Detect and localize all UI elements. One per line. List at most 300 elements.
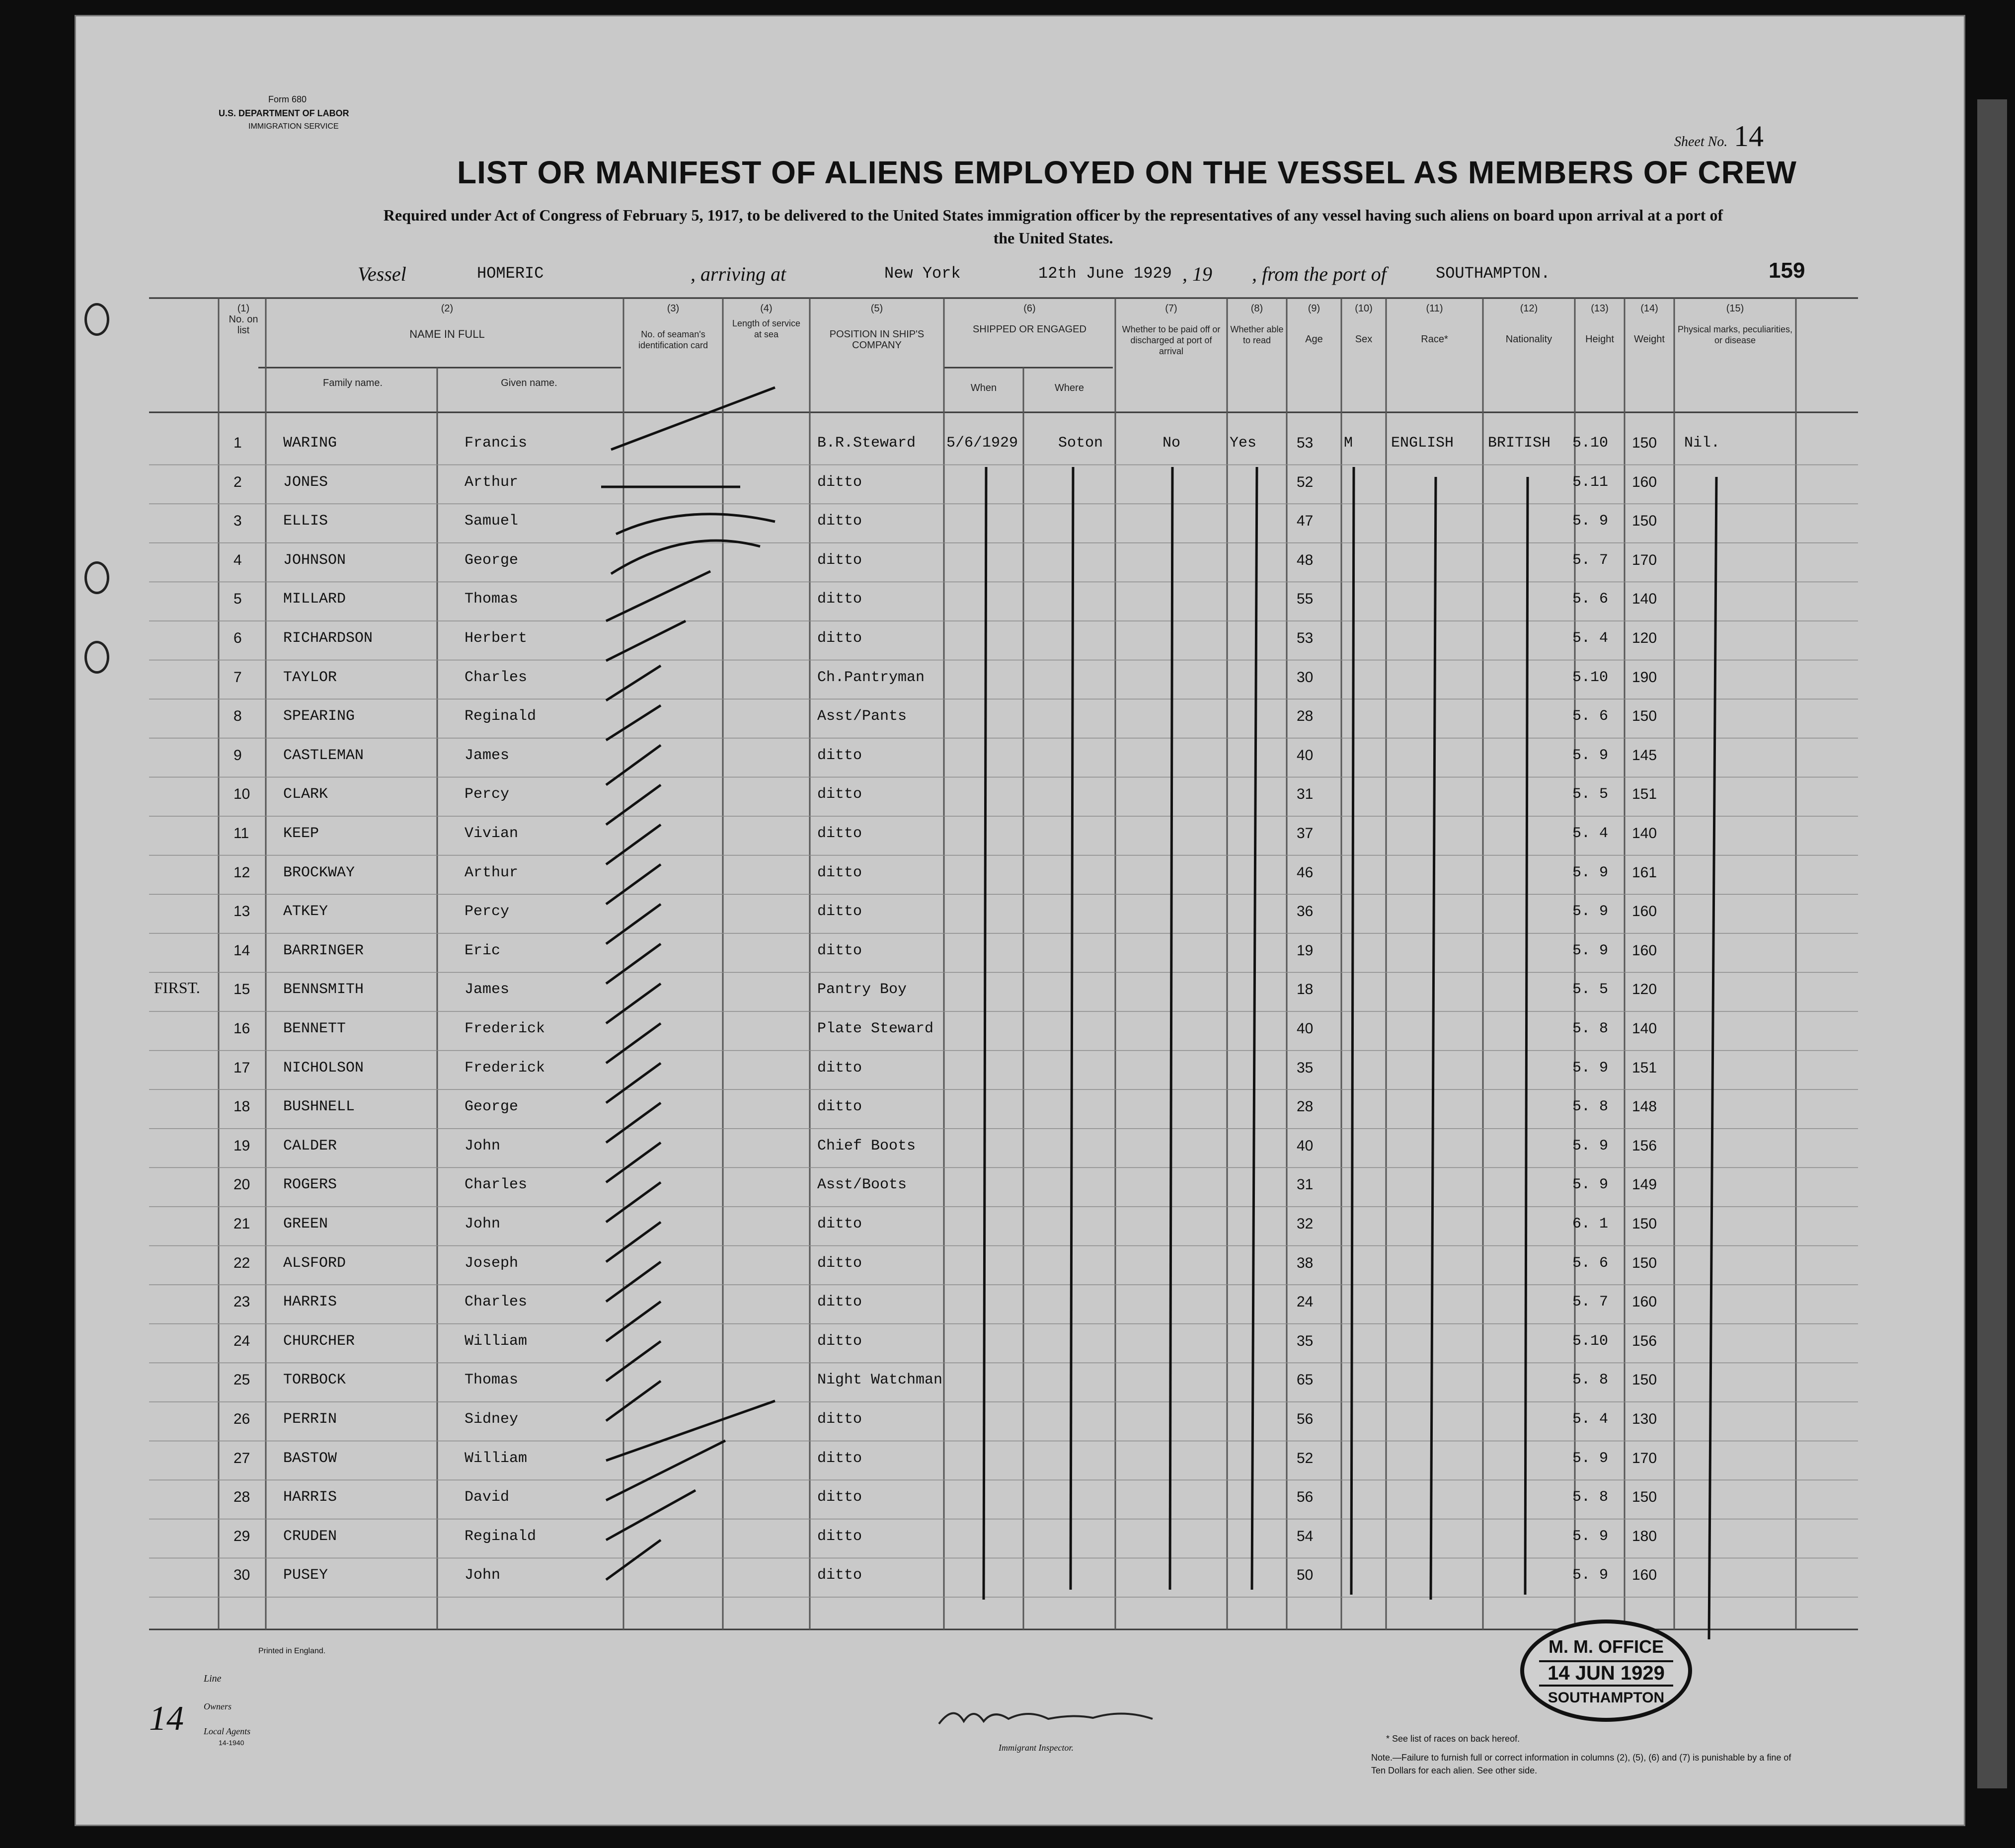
- cell-age: 40: [1297, 1020, 1314, 1037]
- cell-no: 8: [233, 708, 242, 725]
- cell-position: ditto: [817, 1098, 862, 1116]
- cell-height: 5. 6: [1572, 591, 1609, 608]
- col-15-number: (15): [1726, 303, 1744, 314]
- cell-position: ditto: [817, 551, 862, 569]
- race-note: * See list of races on back hereof.: [1386, 1734, 1520, 1744]
- table-row: [0, 1406, 2015, 1445]
- cell-family: PUSEY: [283, 1567, 328, 1584]
- cell-height: 5. 6: [1572, 1254, 1609, 1272]
- cell-height: 5. 9: [1572, 1137, 1609, 1155]
- table-row: [0, 625, 2015, 664]
- cell-age: 56: [1297, 1411, 1314, 1427]
- cell-given: Eric: [465, 942, 501, 959]
- cell-position: Chief Boots: [817, 1137, 916, 1155]
- cell-no: 5: [233, 591, 242, 608]
- cell-weight: 150: [1632, 1489, 1657, 1506]
- cell-no: 29: [233, 1528, 250, 1544]
- sheet-number: 14: [1734, 120, 1764, 153]
- cell-position: Asst/Boots: [817, 1176, 907, 1194]
- table-row: [0, 1171, 2015, 1210]
- cell-height: 5.11: [1572, 473, 1609, 491]
- cell-family: CLARK: [283, 786, 328, 803]
- cell-given: Thomas: [465, 1372, 519, 1389]
- cell-weight: 160: [1632, 1567, 1657, 1584]
- cell-height: 5.10: [1572, 435, 1609, 452]
- table-row: [0, 898, 2015, 937]
- col-3-header: [628, 303, 718, 351]
- col-4-label: Length of service at sea: [732, 318, 801, 339]
- cell-weight: 149: [1632, 1176, 1657, 1193]
- col-6-label: SHIPPED OR ENGAGED: [973, 324, 1086, 335]
- cell-no: 30: [233, 1567, 250, 1584]
- cell-position: ditto: [817, 513, 862, 530]
- col-9-number: (9): [1308, 303, 1320, 314]
- cell-given: Charles: [465, 669, 528, 686]
- cell-no: 22: [233, 1254, 250, 1271]
- cell-where: Soton: [1058, 435, 1103, 452]
- cell-no: 17: [233, 1059, 250, 1076]
- cell-height: 5. 8: [1572, 1098, 1609, 1116]
- cell-no: 16: [233, 1020, 250, 1037]
- cell-family: SPEARING: [283, 708, 355, 725]
- cell-no: 26: [233, 1411, 250, 1427]
- cell-family: MILLARD: [283, 591, 346, 608]
- cell-age: 32: [1297, 1216, 1314, 1232]
- cell-age: 54: [1297, 1528, 1314, 1544]
- cell-family: WARING: [283, 435, 337, 452]
- cell-height: 6. 1: [1572, 1216, 1609, 1232]
- cell-weight: 130: [1632, 1411, 1657, 1427]
- table-row: [0, 1211, 2015, 1249]
- office-stamp: [1520, 1619, 1692, 1722]
- cell-position: ditto: [817, 1567, 862, 1584]
- table-row: [0, 586, 2015, 624]
- cell-position: ditto: [817, 1411, 862, 1428]
- cell-family: JONES: [283, 473, 328, 491]
- cell-no: 21: [233, 1216, 250, 1232]
- from-port: SOUTHAMPTON.: [1436, 264, 1550, 283]
- cell-given: Charles: [465, 1294, 528, 1311]
- table-row: [0, 1562, 2015, 1601]
- table-row: [0, 1133, 2015, 1171]
- cell-weight: 160: [1632, 473, 1657, 490]
- cell-position: Ch.Pantryman: [817, 669, 925, 686]
- cell-weight: 160: [1632, 903, 1657, 920]
- col-2-number: (2): [441, 303, 454, 314]
- cell-position: Night Watchman: [817, 1372, 943, 1389]
- cell-given: James: [465, 981, 510, 999]
- cell-weight: 151: [1632, 786, 1657, 803]
- cell-family: KEEP: [283, 825, 319, 842]
- cell-weight: 148: [1632, 1098, 1657, 1115]
- cell-family: CHURCHER: [283, 1332, 355, 1350]
- cell-height: 5. 9: [1572, 1059, 1609, 1077]
- table-row: [0, 1445, 2015, 1484]
- col-4-header: [728, 303, 805, 340]
- cell-given: David: [465, 1489, 510, 1506]
- cell-height: 5. 9: [1572, 1450, 1609, 1467]
- family-name-header: Family name.: [322, 378, 383, 388]
- cell-position: ditto: [817, 591, 862, 608]
- cell-position: ditto: [817, 864, 862, 881]
- cell-no: 7: [233, 669, 242, 686]
- cell-family: HARRIS: [283, 1294, 337, 1311]
- table-row: [0, 937, 2015, 976]
- cell-position: ditto: [817, 942, 862, 959]
- col-11-number: (11): [1426, 303, 1443, 314]
- page-number: 159: [1769, 258, 1805, 283]
- inspector-label: Immigrant Inspector.: [999, 1743, 1074, 1753]
- from-label: , from the port of: [1252, 263, 1387, 285]
- cell-family: BARRINGER: [283, 942, 364, 959]
- cell-no: 10: [233, 786, 250, 803]
- cell-height: 5. 9: [1572, 1567, 1609, 1584]
- cell-age: 40: [1297, 1137, 1314, 1154]
- cell-given: Thomas: [465, 591, 519, 608]
- cell-height: 5. 7: [1572, 551, 1609, 569]
- table-row: [0, 1289, 2015, 1327]
- cell-age: 38: [1297, 1254, 1314, 1271]
- cell-position: ditto: [817, 1254, 862, 1272]
- cell-age: 31: [1297, 786, 1314, 803]
- table-row: [0, 1055, 2015, 1093]
- cell-given: John: [465, 1137, 501, 1155]
- cell-height: 5. 4: [1572, 630, 1609, 647]
- cell-height: 5. 9: [1572, 903, 1609, 921]
- cell-age: 56: [1297, 1489, 1314, 1506]
- cell-family: CASTLEMAN: [283, 747, 364, 764]
- cell-given: William: [465, 1450, 528, 1467]
- col-11-header: [1389, 303, 1480, 345]
- cell-no: 9: [233, 747, 242, 764]
- department: U.S. DEPARTMENT OF LABOR: [219, 108, 349, 118]
- cell-position: ditto: [817, 473, 862, 491]
- table-row: [0, 1015, 2015, 1054]
- form-number: Form 680: [268, 94, 307, 104]
- cell-age: 48: [1297, 551, 1314, 568]
- cell-position: ditto: [817, 1294, 862, 1311]
- stamp-line-1: M. M. OFFICE: [1549, 1636, 1664, 1657]
- cell-given: Arthur: [465, 864, 519, 881]
- cell-family: JOHNSON: [283, 551, 346, 569]
- cell-position: Asst/Pants: [817, 708, 907, 725]
- cell-position: ditto: [817, 825, 862, 842]
- cell-height: 5. 9: [1572, 942, 1609, 959]
- cell-read: Yes: [1230, 435, 1257, 452]
- cell-family: GREEN: [283, 1216, 328, 1232]
- col-12-header: [1485, 303, 1572, 345]
- col-1-label: No. on list: [229, 314, 258, 336]
- penalty-note: Note.—Failure to furnish full or correct information in columns (2), (5), (6) and (7) is punishable by a fine of Ten Dollars for each alien. See other side.: [1371, 1753, 1791, 1775]
- cell-height: 5. 8: [1572, 1020, 1609, 1037]
- cell-given: William: [465, 1332, 528, 1350]
- cell-no: 15: [233, 981, 250, 998]
- cell-no: 1: [233, 435, 242, 451]
- cell-family: BENNSMITH: [283, 981, 364, 999]
- cell-age: 18: [1297, 981, 1314, 998]
- arriving-label: , arriving at: [691, 263, 786, 285]
- table-row: [0, 469, 2015, 508]
- table-row: [0, 1093, 2015, 1132]
- cell-given: John: [465, 1216, 501, 1232]
- cell-given: Percy: [465, 786, 510, 803]
- cell-given: Sidney: [465, 1411, 519, 1428]
- col-5-number: (5): [870, 303, 883, 314]
- table-row: [0, 1328, 2015, 1367]
- cell-age: 40: [1297, 747, 1314, 764]
- cell-position: B.R.Steward: [817, 435, 916, 452]
- cell-age: 50: [1297, 1567, 1314, 1584]
- cell-when: 5/6/1929: [946, 435, 1018, 452]
- cell-given: Vivian: [465, 825, 519, 842]
- cell-family: TAYLOR: [283, 669, 337, 686]
- cell-weight: 151: [1632, 1059, 1657, 1076]
- cell-weight: 150: [1632, 1216, 1657, 1232]
- cell-age: 46: [1297, 864, 1314, 881]
- cell-age: 53: [1297, 630, 1314, 646]
- cell-position: ditto: [817, 1332, 862, 1350]
- local-agents-label: Local Agents: [204, 1726, 251, 1736]
- cell-age: 28: [1297, 708, 1314, 725]
- cell-position: ditto: [817, 1450, 862, 1467]
- cell-age: 37: [1297, 825, 1314, 842]
- cell-weight: 145: [1632, 747, 1657, 764]
- col-7-number: (7): [1165, 303, 1177, 314]
- cell-given: Joseph: [465, 1254, 519, 1272]
- stamp-date: 14 JUN 1929: [1539, 1660, 1673, 1687]
- cell-family: ELLIS: [283, 513, 328, 530]
- col-9-header: [1289, 303, 1339, 345]
- cell-height: 5. 9: [1572, 513, 1609, 530]
- vessel-label: Vessel: [358, 263, 406, 285]
- cell-given: John: [465, 1567, 501, 1584]
- where-header: Where: [1055, 383, 1084, 393]
- cell-no: 23: [233, 1294, 250, 1310]
- cell-weight: 140: [1632, 591, 1657, 608]
- cell-position: ditto: [817, 1528, 862, 1545]
- cell-weight: 160: [1632, 942, 1657, 959]
- line-label: Line: [204, 1673, 222, 1684]
- cell-no: 28: [233, 1489, 250, 1506]
- table-row: [0, 1484, 2015, 1523]
- cell-height: 5. 5: [1572, 981, 1609, 999]
- cell-weight: 140: [1632, 825, 1657, 842]
- col-1-number: (1): [237, 303, 250, 314]
- cell-weight: 156: [1632, 1137, 1657, 1154]
- cell-position: ditto: [817, 1059, 862, 1077]
- cell-family: ATKEY: [283, 903, 328, 921]
- cell-given: Frederick: [465, 1020, 545, 1037]
- cell-position: ditto: [817, 1216, 862, 1232]
- cell-height: 5. 4: [1572, 825, 1609, 842]
- cell-weight: 160: [1632, 1294, 1657, 1310]
- cell-marks: Nil.: [1684, 435, 1720, 452]
- col-13-label: Height: [1585, 334, 1614, 345]
- col-8-label: Whether able to read: [1230, 324, 1284, 345]
- cell-no: 25: [233, 1372, 250, 1388]
- cell-no: 6: [233, 630, 242, 646]
- cell-position: ditto: [817, 786, 862, 803]
- col-5-label: POSITION IN SHIP'S COMPANY: [829, 329, 925, 351]
- col-14-header: [1627, 303, 1672, 345]
- cell-weight: 156: [1632, 1332, 1657, 1349]
- cell-age: 35: [1297, 1332, 1314, 1349]
- cell-family: CRUDEN: [283, 1528, 337, 1545]
- table-row: [0, 547, 2015, 586]
- cell-age: 53: [1297, 435, 1314, 451]
- table-row: [0, 820, 2015, 859]
- col-6-header: [946, 303, 1113, 335]
- cell-no: 11: [233, 825, 249, 842]
- cell-age: 47: [1297, 513, 1314, 530]
- table-row: [0, 1367, 2015, 1405]
- table-row: [0, 742, 2015, 781]
- cell-weight: 170: [1632, 1450, 1657, 1466]
- arrival-date: 12th June 1929: [1038, 264, 1172, 283]
- inspector-signature: [934, 1699, 1182, 1734]
- cell-age: 30: [1297, 669, 1314, 686]
- cell-age: 65: [1297, 1372, 1314, 1388]
- col-4-number: (4): [760, 303, 773, 314]
- cell-family: BUSHNELL: [283, 1098, 355, 1116]
- arriving-port: New York: [884, 264, 961, 283]
- col-9-label: Age: [1305, 334, 1323, 345]
- cell-height: 5. 6: [1572, 708, 1609, 725]
- cell-no: 4: [233, 551, 242, 568]
- cell-given: Samuel: [465, 513, 519, 530]
- stamp-line-3: SOUTHAMPTON: [1548, 1690, 1665, 1706]
- cell-no: 13: [233, 903, 250, 920]
- table-row: [0, 859, 2015, 898]
- cell-no: 12: [233, 864, 250, 881]
- cell-weight: 140: [1632, 1020, 1657, 1037]
- table-row: [0, 703, 2015, 742]
- col-8-header: [1230, 303, 1284, 346]
- cell-family: ALSFORD: [283, 1254, 346, 1272]
- cell-family: PERRIN: [283, 1411, 337, 1428]
- cell-no: 18: [233, 1098, 250, 1115]
- cell-age: 31: [1297, 1176, 1314, 1193]
- cell-no: 19: [233, 1137, 250, 1154]
- cell-height: 5. 8: [1572, 1372, 1609, 1389]
- col-10-header: [1344, 303, 1384, 345]
- col-13-number: (13): [1591, 303, 1609, 314]
- cell-weight: 170: [1632, 551, 1657, 568]
- cell-paid: No: [1162, 435, 1181, 452]
- cell-given: Reginald: [465, 708, 537, 725]
- table-row: [0, 781, 2015, 820]
- cell-family: BENNETT: [283, 1020, 346, 1037]
- cell-position: ditto: [817, 903, 862, 921]
- cell-family: BASTOW: [283, 1450, 337, 1467]
- when-header: When: [970, 383, 997, 393]
- cell-height: 5. 9: [1572, 747, 1609, 764]
- col-2-header: [298, 303, 596, 340]
- cell-weight: 161: [1632, 864, 1657, 881]
- cell-no: 2: [233, 473, 242, 490]
- col-14-number: (14): [1640, 303, 1658, 314]
- cell-no: 24: [233, 1332, 250, 1349]
- cell-age: 28: [1297, 1098, 1314, 1115]
- given-name-header: Given name.: [501, 378, 557, 388]
- owners-label: Owners: [204, 1701, 232, 1711]
- cell-nationality: BRITISH: [1488, 435, 1551, 452]
- cell-given: George: [465, 1098, 519, 1116]
- cell-height: 5. 7: [1572, 1294, 1609, 1311]
- table-row: [0, 1523, 2015, 1562]
- cell-position: ditto: [817, 747, 862, 764]
- col-8-number: (8): [1250, 303, 1263, 314]
- year-label: , 19: [1182, 263, 1212, 285]
- col-1-header: [229, 303, 258, 336]
- cell-weight: 150: [1632, 1372, 1657, 1388]
- cell-given: James: [465, 747, 510, 764]
- table-row: [0, 430, 2015, 468]
- cell-weight: 150: [1632, 708, 1657, 725]
- cell-height: 5. 9: [1572, 1176, 1609, 1194]
- col-7-header: [1118, 303, 1225, 357]
- col-3-number: (3): [667, 303, 680, 314]
- cell-weight: 120: [1632, 981, 1657, 998]
- col-15-header: [1677, 303, 1793, 346]
- cell-position: ditto: [817, 630, 862, 647]
- col-12-label: Nationality: [1505, 334, 1552, 345]
- cell-family: TORBOCK: [283, 1372, 346, 1389]
- cell-height: 5. 9: [1572, 864, 1609, 881]
- cell-given: Percy: [465, 903, 510, 921]
- cell-weight: 150: [1632, 1254, 1657, 1271]
- cell-given: Arthur: [465, 473, 519, 491]
- sheet-label: Sheet No.: [1674, 134, 1728, 150]
- cell-height: 5. 8: [1572, 1489, 1609, 1506]
- col-15-label: Physical marks, peculiarities, or disease: [1677, 324, 1793, 345]
- cell-height: 5.10: [1572, 1332, 1609, 1350]
- table-row: [0, 664, 2015, 703]
- cell-height: 5. 5: [1572, 786, 1609, 803]
- cell-given: George: [465, 551, 519, 569]
- cell-age: 19: [1297, 942, 1314, 959]
- cell-age: 24: [1297, 1294, 1314, 1310]
- cell-no: 27: [233, 1450, 250, 1466]
- margin-note: FIRST.: [154, 979, 200, 997]
- cell-family: RICHARDSON: [283, 630, 373, 647]
- cell-weight: 190: [1632, 669, 1657, 686]
- cell-family: CALDER: [283, 1137, 337, 1155]
- form-code: 14-1940: [219, 1739, 244, 1747]
- cell-given: Francis: [465, 435, 528, 452]
- cell-weight: 150: [1632, 513, 1657, 530]
- cell-family: HARRIS: [283, 1489, 337, 1506]
- col-11-label: Race*: [1421, 334, 1448, 345]
- col-10-number: (10): [1355, 303, 1373, 314]
- col-14-label: Weight: [1634, 334, 1665, 345]
- service: IMMIGRATION SERVICE: [248, 122, 339, 131]
- cell-height: 5.10: [1572, 669, 1609, 686]
- col-2-label: NAME IN FULL: [409, 328, 485, 340]
- cell-age: 36: [1297, 903, 1314, 920]
- cell-given: Reginald: [465, 1528, 537, 1545]
- table-row: [0, 508, 2015, 546]
- cell-weight: 150: [1632, 435, 1657, 451]
- col-13-header: [1577, 303, 1622, 345]
- cell-age: 35: [1297, 1059, 1314, 1076]
- cell-given: Herbert: [465, 630, 528, 647]
- cell-family: NICHOLSON: [283, 1059, 364, 1077]
- col-7-label: Whether to be paid off or discharged at port of arrival: [1122, 324, 1221, 356]
- cell-age: 52: [1297, 473, 1314, 490]
- col-5-header: [815, 303, 939, 351]
- cell-position: Plate Steward: [817, 1020, 934, 1037]
